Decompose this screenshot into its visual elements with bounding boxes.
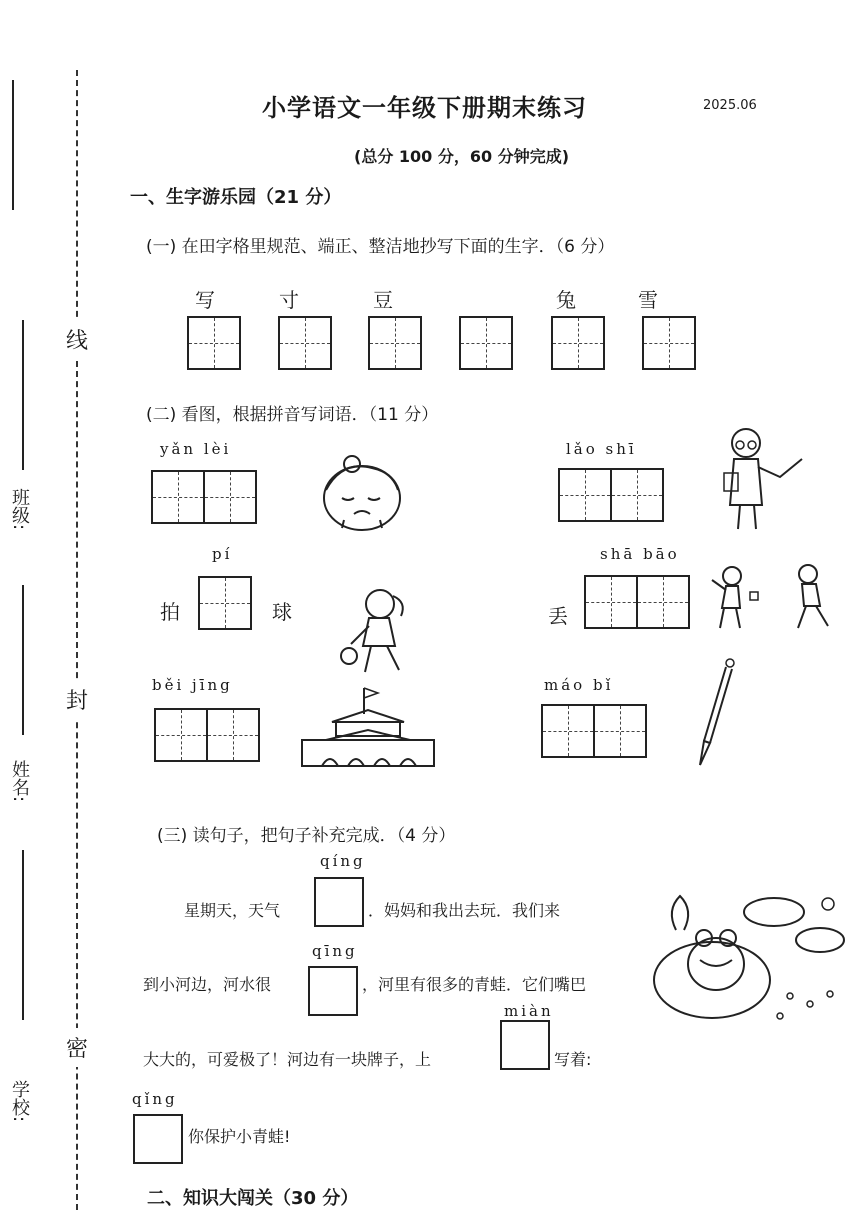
pinyin-qing-3: qǐng xyxy=(132,1090,178,1108)
tiananmen-picture xyxy=(296,684,440,770)
teacher-picture xyxy=(718,425,808,535)
class-label: 班级: xyxy=(9,488,30,531)
page-title: 小学语文一年级下册期末练习 xyxy=(262,93,587,122)
sentence-line-2b: ，河里有很多的青蛙．它们嘴巴 xyxy=(362,975,587,994)
pinyin-beijing: běi jīng xyxy=(152,676,233,694)
answer-box[interactable] xyxy=(314,877,364,927)
tianzi-grid[interactable] xyxy=(593,704,647,758)
sentence-line-1a: 星期天，天气 xyxy=(184,901,281,920)
margin-rule xyxy=(22,320,24,470)
tianzi-grid[interactable] xyxy=(584,575,638,629)
school-label: 学校: xyxy=(9,1080,30,1123)
word-after-pi: 球 xyxy=(272,600,292,624)
copy-char: 寸 xyxy=(279,288,299,312)
margin-rule xyxy=(12,80,14,210)
tianzi-grid[interactable] xyxy=(203,470,257,524)
tianzi-grid[interactable] xyxy=(541,704,595,758)
girl-ball-picture xyxy=(325,582,425,678)
tianzi-grid[interactable] xyxy=(459,316,513,370)
tianzi-grid[interactable] xyxy=(151,470,205,524)
copy-char: 兔 xyxy=(556,288,576,312)
pinyin-mian: miàn xyxy=(504,1002,554,1020)
exam-subtitle: (总分 100 分，60 分钟完成) xyxy=(354,147,570,166)
sentence-line-3b: 写着: xyxy=(554,1050,592,1069)
tianzi-grid[interactable] xyxy=(198,576,252,630)
section-2-heading: 二、知识大闯关（30 分） xyxy=(147,1188,359,1209)
frog-pond-picture xyxy=(650,890,850,1030)
tianzi-grid[interactable] xyxy=(636,575,690,629)
tianzi-grid[interactable] xyxy=(187,316,241,370)
word-before-pi: 拍 xyxy=(160,600,180,624)
pinyin-qing-1: qíng xyxy=(320,852,366,870)
part-3-prompt: (三) 读句子，把句子补充完成．（4 分） xyxy=(157,826,456,846)
part-1-prompt: (一) 在田字格里规范、端正、整洁地抄写下面的生字．（6 分） xyxy=(146,237,615,257)
writing-brush-picture xyxy=(690,655,740,770)
tianzi-grid[interactable] xyxy=(368,316,422,370)
pinyin-qing-2: qīng xyxy=(312,942,358,960)
name-label: 姓名: xyxy=(9,760,30,803)
copy-char: 写 xyxy=(195,288,215,312)
sentence-line-3a: 大大的，可爱极了！河边有一块牌子，上 xyxy=(143,1050,432,1069)
margin-rule xyxy=(22,850,24,1020)
crying-face-picture xyxy=(312,450,412,540)
tianzi-grid[interactable] xyxy=(206,708,260,762)
pinyin-pi: pí xyxy=(212,545,233,563)
answer-box[interactable] xyxy=(500,1020,550,1070)
section-1-heading: 一、生字游乐园（21 分） xyxy=(130,187,342,208)
tianzi-grid[interactable] xyxy=(558,468,612,522)
sentence-line-1b: ．妈妈和我出去玩．我们来 xyxy=(368,901,561,920)
copy-char: 雪 xyxy=(638,288,658,312)
sentence-line-4: 你保护小青蛙! xyxy=(188,1127,291,1146)
tianzi-grid[interactable] xyxy=(278,316,332,370)
pinyin-yanlei: yǎn lèi xyxy=(160,440,232,458)
part-2-prompt: (二) 看图，根据拼音写词语．（11 分） xyxy=(146,405,439,425)
answer-box[interactable] xyxy=(133,1114,183,1164)
word-before-shabao: 丢 xyxy=(548,604,568,628)
kids-sandbag-picture xyxy=(708,560,848,634)
pinyin-laoshi: lǎo shī xyxy=(566,440,637,458)
tianzi-grid[interactable] xyxy=(154,708,208,762)
margin-rule xyxy=(22,585,24,735)
answer-box[interactable] xyxy=(308,966,358,1016)
binding-char-mi: 密 xyxy=(66,1028,88,1067)
tianzi-grid[interactable] xyxy=(610,468,664,522)
tianzi-grid[interactable] xyxy=(551,316,605,370)
copy-char: 豆 xyxy=(373,288,393,312)
pinyin-maobi: máo bǐ xyxy=(544,676,614,694)
pinyin-shabao: shā bāo xyxy=(600,545,680,563)
exam-date: 2025.06 xyxy=(703,98,757,113)
tianzi-grid[interactable] xyxy=(642,316,696,370)
sentence-line-2a: 到小河边，河水很 xyxy=(143,975,272,994)
binding-char-feng: 封 xyxy=(66,680,88,719)
binding-char-xian: 线 xyxy=(66,320,88,359)
